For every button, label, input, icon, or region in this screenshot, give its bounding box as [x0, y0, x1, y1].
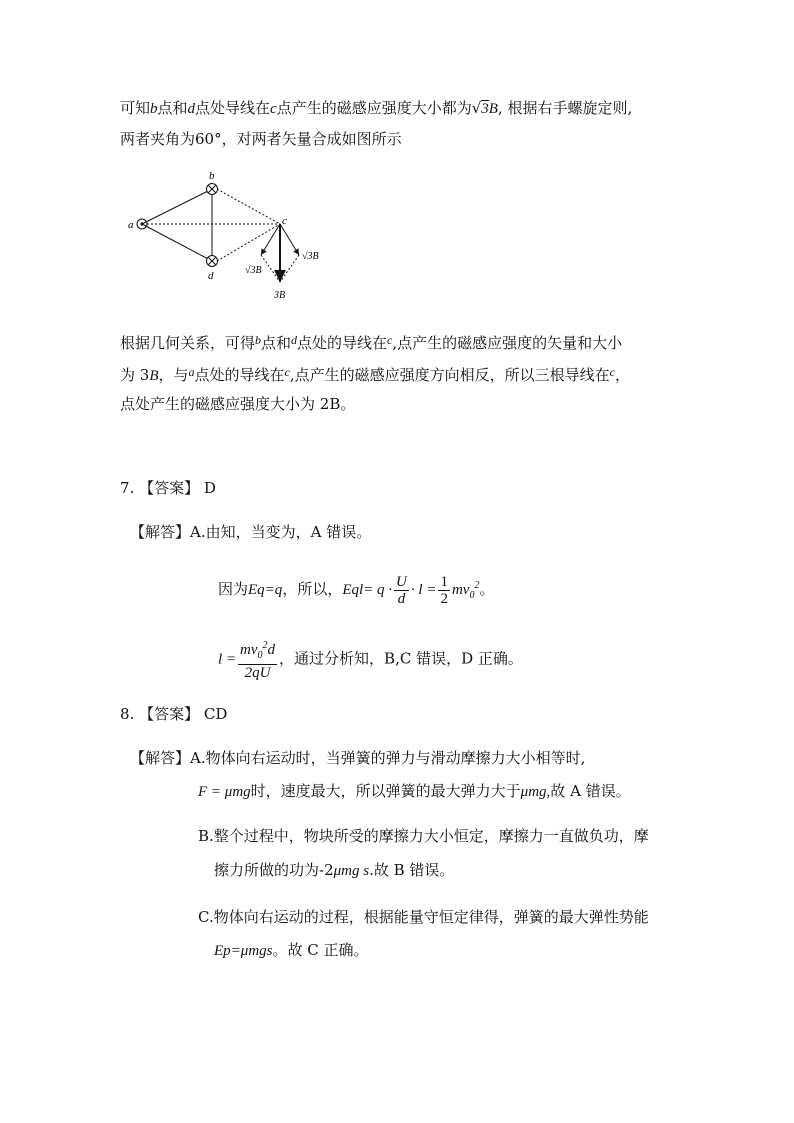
q8-solution-B1: B.整个过程中，物块所受的摩擦力大小恒定，摩擦力一直做负功，摩 [198, 827, 649, 845]
superscript: 2 [262, 640, 268, 651]
edge-bc [217, 189, 280, 224]
label-3B: 3B [274, 290, 286, 301]
var-a: a [188, 365, 195, 379]
q8-solution-A1 [130, 748, 585, 768]
text: A.由知，当变为，A 错误。 [190, 523, 372, 541]
subscript: 0 [469, 590, 475, 601]
math: l = [218, 651, 237, 668]
var-c: c [387, 333, 393, 347]
math: μmg, [520, 784, 551, 800]
denominator: 2 [440, 590, 448, 607]
var-c: c [284, 365, 290, 379]
q8-solution-C2 [214, 940, 369, 961]
q7-equation2 [218, 638, 523, 681]
para1-line1 [120, 98, 632, 119]
dot-icon [140, 222, 143, 225]
text: ,点产生的磁感应强度的矢量和大小 [392, 334, 623, 352]
text: 擦力所做的功为-2 [214, 861, 334, 879]
edge-ad [142, 224, 212, 261]
label-sqrt3B-left: √3B [245, 265, 262, 276]
var-d: d [291, 333, 298, 347]
q8-solution-C1: C.物体向右运动的过程，根据能量守恒定律得，弹簧的最大弹性势能 [198, 908, 649, 926]
math: d [267, 642, 276, 658]
text: 。故 C 正确。 [272, 941, 369, 959]
subscript: 0 [257, 650, 263, 661]
math: Eql [342, 582, 364, 598]
text: 点和 [157, 99, 188, 117]
q8-answer: 8. 【答案】 CD [120, 705, 228, 723]
label-d: d [208, 270, 214, 282]
text: ，与 [158, 366, 189, 384]
sqrt-radicand: 3 [481, 101, 489, 117]
text: .故 B 错误。 [369, 861, 455, 879]
math: = q · [363, 582, 393, 598]
var-c: c [609, 365, 615, 379]
text: 为 3 [120, 366, 150, 384]
text: , 根据右手螺旋定则, [497, 99, 633, 117]
text: ,点产生的磁感应强度方向相反，所以三根导线在 [289, 366, 610, 384]
fraction-U-d [394, 574, 409, 607]
text: 时，速度最大，所以弹簧的最大弹力大于 [250, 782, 521, 800]
var-B: B [488, 101, 498, 117]
text: 因为 [218, 580, 249, 598]
vector-sqrt3B-right [280, 224, 299, 255]
math: μmg s [333, 863, 370, 879]
math: Eq=q [248, 582, 283, 598]
q7-equation1 [218, 568, 494, 614]
q8-solution-A2 [198, 781, 631, 802]
text: A.物体向右运动时，当弹簧的弹力与滑动摩擦力大小相等时, [190, 749, 586, 767]
q7-solution [130, 522, 371, 542]
para1-line2: 两者夹角为60°，对两者矢量合成如图所示 [120, 130, 402, 148]
parallelogram-right [280, 255, 299, 282]
q7-answer: 7. 【答案】 D [120, 479, 216, 497]
math: mv [240, 642, 258, 658]
text: 。 [479, 580, 495, 598]
parallelogram-left [261, 255, 280, 282]
fraction-half [438, 574, 450, 607]
q8-solution-B2 [214, 860, 454, 881]
label-a: a [128, 219, 134, 231]
vector-figure [120, 170, 340, 310]
para2-line3: 点处产生的磁感应强度大小为 2B。 [120, 395, 356, 413]
denominator: d [397, 590, 406, 607]
math: mv [451, 582, 470, 598]
fraction-l [238, 638, 277, 681]
text: 点和 [261, 334, 292, 352]
text: ，所以， [282, 580, 343, 598]
label-c: c [282, 215, 287, 227]
math: · l = [410, 582, 437, 598]
text: 点产生的磁感应强度大小都为 [276, 99, 472, 117]
denominator: 2qU [244, 665, 271, 681]
edge-ab [142, 189, 212, 224]
math: Ep=μmgs [214, 943, 273, 959]
solution-label: 【解答】 [130, 523, 191, 541]
var-b: b [255, 333, 262, 347]
edge-dc [217, 224, 280, 261]
label-b: b [209, 170, 215, 182]
math: F = μmg [198, 784, 251, 800]
solution-label: 【解答】 [130, 749, 191, 767]
var-d: d [187, 101, 196, 117]
label-sqrt3B-right: √3B [302, 251, 319, 262]
text: ， [614, 366, 630, 384]
numerator: 1 [440, 573, 448, 590]
var-c: c [270, 101, 277, 117]
text: 故 A 错误。 [550, 782, 631, 800]
var-b: b [150, 101, 158, 117]
vector-sqrt3B-left [261, 224, 280, 255]
text: 点处的导线在 [194, 366, 285, 384]
text: ，通过分析知，B,C 错误，D 正确。 [279, 649, 523, 668]
para2-line2 [120, 362, 630, 386]
text: 点处的导线在 [297, 334, 388, 352]
text: 根据几何关系，可得 [120, 334, 256, 352]
superscript: 2 [474, 580, 480, 591]
text: 点处导线在 [195, 99, 271, 117]
text: 可知 [120, 99, 151, 117]
para2-line1 [120, 330, 622, 353]
sqrt-symbol: √ [471, 99, 482, 117]
numerator: U [396, 573, 407, 590]
var-B: B [149, 368, 159, 384]
